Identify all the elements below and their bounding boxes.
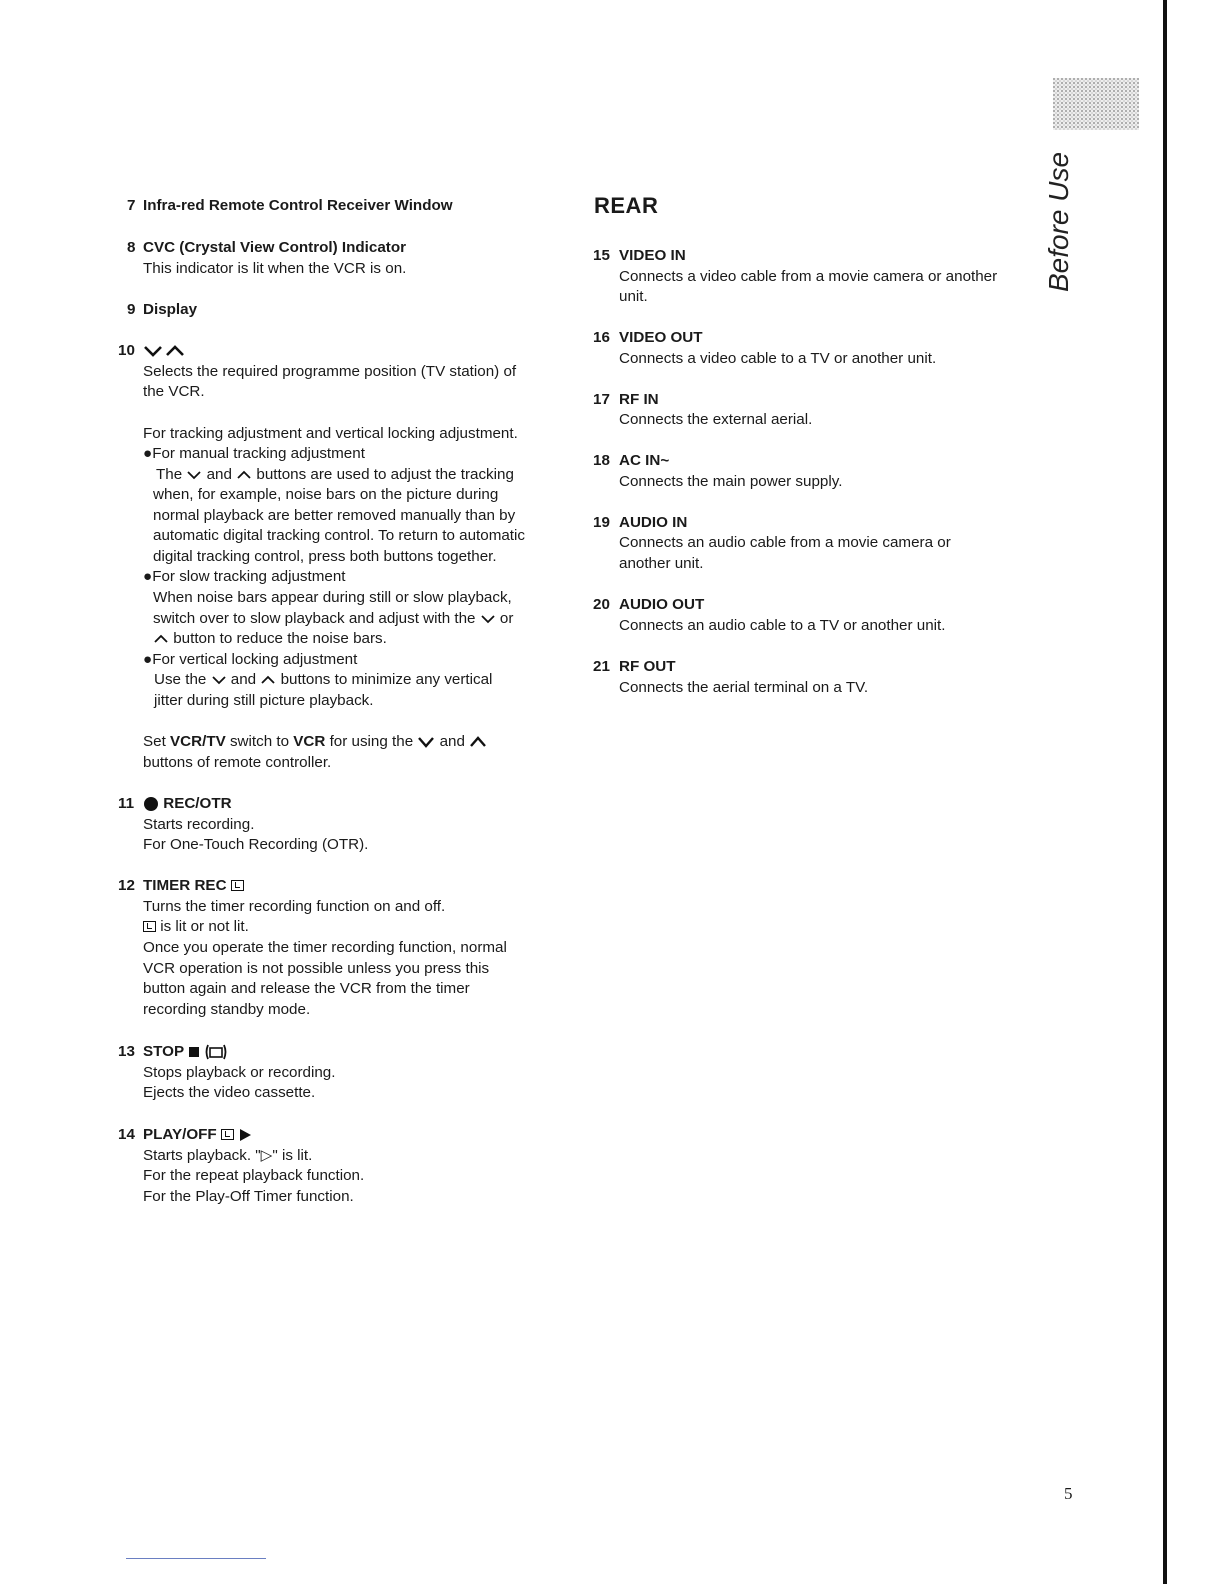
item-text: Starts playback. "▷" is lit. xyxy=(143,1147,313,1164)
item-text: For tracking adjustment and vertical locking adjustment. xyxy=(143,425,518,442)
item-title: CVC (Crystal View Control) Indicator xyxy=(143,239,407,256)
item-text: Turns the timer recording function on and off. xyxy=(143,898,446,915)
page-edge-rule xyxy=(1163,0,1167,1584)
item-text: For the Play-Off Timer function. xyxy=(143,1188,354,1205)
bullet-text: when, for example, noise bars on the picture during xyxy=(153,486,499,503)
item-text: unit. xyxy=(619,288,648,305)
item-text: Set VCR/TV switch to VCR for using the and xyxy=(143,732,487,753)
item-number: 12 xyxy=(118,877,135,894)
up-arrow-icon xyxy=(469,735,487,749)
item-text: Once you operate the timer recording function, normal xyxy=(143,939,507,956)
timer-icon xyxy=(143,921,156,932)
item-number: 16 xyxy=(593,329,610,346)
stop-square-icon xyxy=(188,1046,200,1058)
eject-cassette-icon xyxy=(204,1044,228,1060)
item-number: 20 xyxy=(593,596,610,613)
item-text: VCR operation is not possible unless you press this xyxy=(143,960,490,977)
item-text: another unit. xyxy=(619,555,704,572)
bullet-text: switch over to slow playback and adjust with the or xyxy=(153,610,514,627)
bullet-title: ●For manual tracking adjustment xyxy=(143,445,365,462)
item-number: 14 xyxy=(118,1126,135,1143)
item-text: Selects the required programme position (TV station) of xyxy=(143,363,517,380)
side-tab-pattern xyxy=(1053,78,1139,130)
bullet-text: Use the and buttons to minimize any vertical xyxy=(154,671,493,688)
bullet-title: ●For vertical locking adjustment xyxy=(143,651,358,668)
item-text: Connects a video cable from a movie camera or another xyxy=(619,268,998,285)
item-title: RF OUT xyxy=(619,658,676,675)
item-title: RF IN xyxy=(619,391,659,408)
record-dot-icon xyxy=(143,796,159,812)
item-title: STOP xyxy=(143,1042,228,1063)
item-number: 10 xyxy=(118,342,135,359)
item-text: Connects an audio cable from a movie camera or xyxy=(619,534,951,551)
item-text: recording standby mode. xyxy=(143,1001,311,1018)
section-heading: REAR xyxy=(594,193,659,218)
play-triangle-icon xyxy=(238,1128,252,1142)
item-text: For the repeat playback function. xyxy=(143,1167,365,1184)
up-arrow-icon xyxy=(236,469,252,481)
item-title: Infra-red Remote Control Receiver Window xyxy=(143,197,453,214)
item-number: 13 xyxy=(118,1043,135,1060)
down-arrow-icon xyxy=(480,613,496,625)
item-title: VIDEO OUT xyxy=(619,329,703,346)
item-text: is lit or not lit. xyxy=(143,917,249,938)
timer-icon xyxy=(231,880,244,891)
item-number: 11 xyxy=(118,795,135,812)
item-text: Connects the external aerial. xyxy=(619,411,813,428)
item-title: TIMER REC xyxy=(143,876,244,897)
bullet-text: jitter during still picture playback. xyxy=(154,692,374,709)
page-number: 5 xyxy=(1064,1484,1073,1503)
bottom-rule xyxy=(126,1558,266,1559)
up-arrow-icon xyxy=(153,633,169,645)
bullet-text: button to reduce the noise bars. xyxy=(153,629,387,650)
item-title: REC/OTR xyxy=(143,794,232,815)
down-arrow-icon xyxy=(211,674,227,686)
bullet-text: automatic digital tracking control. To return to automatic xyxy=(153,527,525,544)
item-text: Stops playback or recording. xyxy=(143,1064,336,1081)
bullet-title: ●For slow tracking adjustment xyxy=(143,568,346,585)
item-text: Connects an audio cable to a TV or another unit. xyxy=(619,617,946,634)
bullet-text: digital tracking control, press both buttons together. xyxy=(153,548,497,565)
down-up-arrows-icon xyxy=(143,343,187,359)
item-title: AUDIO IN xyxy=(619,514,688,531)
item-text: Connects a video cable to a TV or another unit. xyxy=(619,350,937,367)
item-number: 18 xyxy=(593,452,610,469)
item-text: This indicator is lit when the VCR is on. xyxy=(143,260,407,277)
side-tab-label: Before Use xyxy=(1043,151,1074,292)
item-text: Ejects the video cassette. xyxy=(143,1084,316,1101)
item-number: 21 xyxy=(593,658,610,675)
item-text: the VCR. xyxy=(143,383,205,400)
item-text: Starts recording. xyxy=(143,816,255,833)
item-title-arrows xyxy=(143,341,187,362)
item-number: 15 xyxy=(593,247,610,264)
bullet-text: When noise bars appear during still or slow playback, xyxy=(153,589,512,606)
item-title: PLAY/OFF xyxy=(143,1125,252,1146)
item-number: 7 xyxy=(127,197,136,214)
item-text: Connects the main power supply. xyxy=(619,473,843,490)
item-text: buttons of remote controller. xyxy=(143,754,332,771)
timer-icon xyxy=(221,1129,234,1140)
item-number: 19 xyxy=(593,514,610,531)
down-arrow-icon xyxy=(417,735,435,749)
bullet-text: The and buttons are used to adjust the tracking xyxy=(156,466,514,483)
item-text: For One-Touch Recording (OTR). xyxy=(143,836,369,853)
bullet-text: normal playback are better removed manually than by xyxy=(153,507,516,524)
item-title: AUDIO OUT xyxy=(619,596,705,613)
item-number: 17 xyxy=(593,391,610,408)
down-arrow-icon xyxy=(186,469,202,481)
item-title: VIDEO IN xyxy=(619,247,686,264)
item-number: 9 xyxy=(127,301,136,318)
item-title: Display xyxy=(143,301,198,318)
item-title: AC IN~ xyxy=(619,452,670,469)
item-text: button again and release the VCR from the timer xyxy=(143,980,470,997)
up-arrow-icon xyxy=(260,674,276,686)
item-number: 8 xyxy=(127,239,136,256)
item-text: Connects the aerial terminal on a TV. xyxy=(619,679,869,696)
